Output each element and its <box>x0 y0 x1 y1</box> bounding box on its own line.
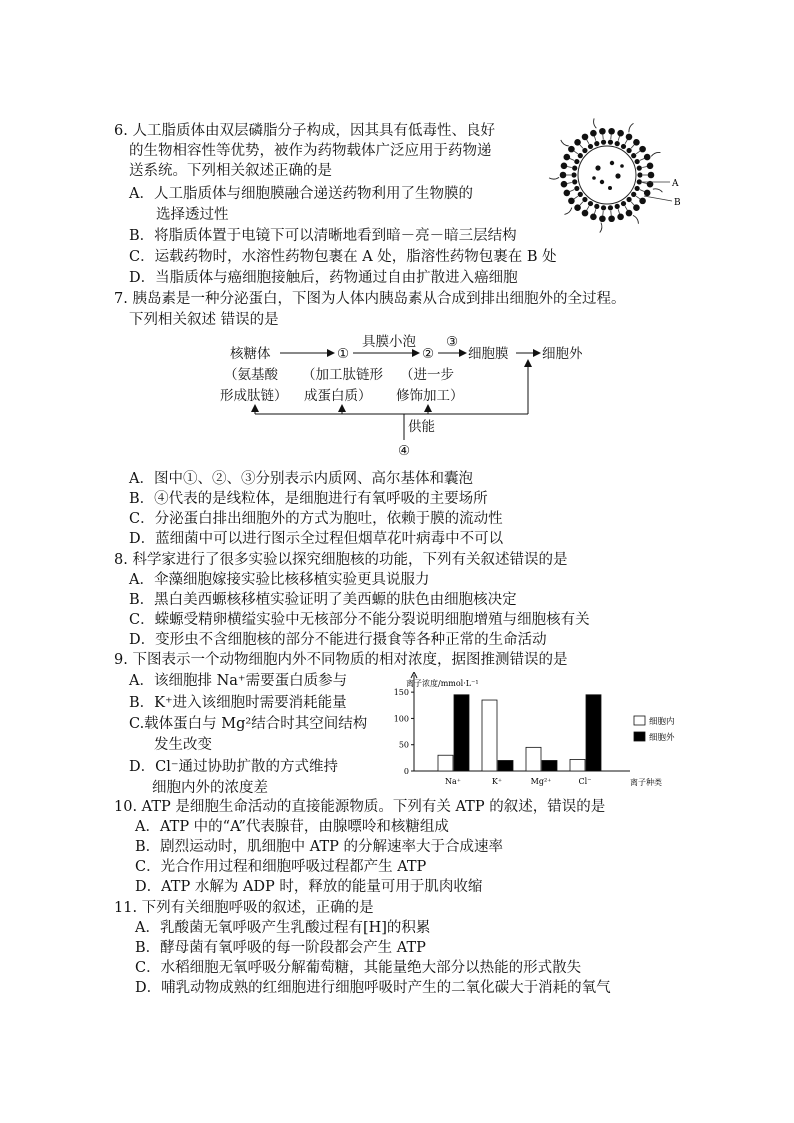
vesicle-label: 具膜小泡 <box>362 334 416 350</box>
y-tick-label: 100 <box>393 714 409 724</box>
q7-stem-line1: 7. 胰岛素是一种分泌蛋白，下图为人体内胰岛素从合成到排出细胞外的全过程。 <box>114 291 626 307</box>
label-b: B <box>674 198 681 208</box>
y-tick-label: 150 <box>393 688 409 698</box>
bar-inside <box>438 755 453 771</box>
surface-chain <box>561 140 569 146</box>
q9-stem: 9. 下图表示一个动物细胞内外不同物质的相对浓度，据图推测错误的是 <box>114 652 568 668</box>
q6-option-a: A．人工脂质体与细胞膜融合递送药物利用了生物膜的 <box>129 186 473 202</box>
phospholipid-head-outer <box>582 134 589 141</box>
phospholipid-head-outer <box>617 130 624 137</box>
organelle-1-note-2: 成蛋白质） <box>304 388 372 404</box>
ion-concentration-chart <box>384 672 684 797</box>
phospholipid-head-inner <box>631 153 636 158</box>
q9-option-a: A．该细胞排 Na⁺需要蛋白质参与 <box>129 673 348 689</box>
q7-option-b: B．④代表的是线粒体，是细胞进行有氧呼吸的主要场所 <box>129 491 488 507</box>
legend-swatch <box>634 716 645 725</box>
q9-option-c-cont: 发生改变 <box>154 737 212 753</box>
extracellular-label: 细胞外 <box>542 346 583 362</box>
bar-inside <box>526 747 541 771</box>
phospholipid-head-outer <box>599 128 606 135</box>
q9-option-c: C.载体蛋白与 Mg²结合时其空间结构 <box>129 716 368 732</box>
q8-stem: 8. 科学家进行了很多实验以探究细胞核的功能，下列有关叙述错误的是 <box>114 552 568 568</box>
phospholipid-head-inner <box>635 159 640 164</box>
phospholipid-head-inner <box>635 186 640 191</box>
phospholipid-head-inner <box>626 148 631 153</box>
q6-stem-line3: 送系统。下列相关叙述正确的是 <box>129 163 332 179</box>
organelle-4: ④ <box>398 443 411 459</box>
bar-outside <box>586 695 601 771</box>
q10-option-d: D．ATP 水解为 ADP 时，释放的能量可用于肌肉收缩 <box>135 879 483 895</box>
phospholipid-head-inner <box>571 172 576 177</box>
q6-option-d: D．当脂质体与癌细胞接触后，药物通过自由扩散进入癌细胞 <box>129 270 518 286</box>
surface-chain <box>549 177 559 179</box>
phospholipid-head-inner <box>572 166 577 171</box>
phospholipid-head-outer <box>626 134 633 141</box>
phospholipid-head-outer <box>644 154 651 161</box>
phospholipid-head-outer <box>590 130 597 137</box>
phospholipid-head-inner <box>601 140 606 145</box>
q11-option-b: B．酵母菌有氧呼吸的每一阶段都会产生 ATP <box>135 940 426 956</box>
x-tick-label: Mg²⁺ <box>530 777 552 786</box>
liposome-figure <box>538 116 688 234</box>
phospholipid-head-outer <box>560 172 567 179</box>
phospholipid-head-inner <box>582 197 587 202</box>
phospholipid-head-inner <box>572 179 577 184</box>
phospholipid-head-outer <box>590 214 597 221</box>
q9-option-d: D．Cl⁻通过协助扩散的方式维持 <box>129 759 339 775</box>
q7-option-a: A．图中①、②、③分别表示内质网、高尔基体和囊泡 <box>129 471 473 487</box>
phospholipid-head-outer <box>599 215 606 222</box>
phospholipid-head-inner <box>626 197 631 202</box>
phospholipid-head-inner <box>594 204 599 209</box>
x-tick-label: K⁺ <box>491 777 503 786</box>
phospholipid-head-outer <box>564 154 571 161</box>
phospholipid-head-outer <box>644 190 651 197</box>
ribosome-note-2: 形成肽链） <box>220 388 288 404</box>
phospholipid-head-inner <box>578 153 583 158</box>
y-tick-label: 50 <box>398 740 409 750</box>
surface-chain <box>653 189 663 192</box>
q8-option-b: B．黑白美西螈核移植实验证明了美西螈的肤色由细胞核决定 <box>129 592 517 608</box>
phospholipid-head-inner <box>588 201 593 206</box>
phospholipid-head-outer <box>561 181 568 188</box>
surface-chain <box>651 152 660 156</box>
cell-membrane-label: 细胞膜 <box>468 346 509 362</box>
q11-option-a: A．乳酸菌无氧呼吸产生乳酸过程有[H]的积累 <box>135 920 431 936</box>
phospholipid-head-outer <box>582 210 589 217</box>
secretion-process-diagram <box>210 328 630 460</box>
x-tick-label: Cl⁻ <box>578 777 592 786</box>
q6-option-c: C．运载药物时，水溶性药物包裹在 A 处，脂溶性药物包裹在 B 处 <box>129 249 557 265</box>
surface-chain <box>594 118 597 128</box>
q9-option-d-cont: 细胞内外的浓度差 <box>152 780 268 796</box>
legend-label: 细胞内 <box>649 717 675 727</box>
bar-inside <box>482 700 497 771</box>
q6-option-b: B．将脂质体置于电镜下可以清晰地看到暗－亮－暗三层结构 <box>129 228 517 244</box>
surface-chain <box>629 123 634 132</box>
organelle-2-note-2: 修饰加工） <box>396 388 464 404</box>
surface-chain <box>564 208 571 215</box>
x-axis-label: 离子种类 <box>630 778 662 787</box>
phospholipid-head-outer <box>639 146 646 153</box>
phospholipid-head-outer <box>608 215 615 222</box>
phospholipid-head-inner <box>621 144 626 149</box>
phospholipid-head-inner <box>601 205 606 210</box>
phospholipid-head-outer <box>564 190 571 197</box>
q8-option-a: A．伞藻细胞嫁接实验比核移植实验更具说服力 <box>129 572 430 588</box>
organelle-3: ③ <box>446 334 459 350</box>
phospholipid-head-inner <box>582 148 587 153</box>
q10-option-c: C．光合作用过程和细胞呼吸过程都产生 ATP <box>135 859 427 875</box>
phospholipid-head-inner <box>594 141 599 146</box>
q10-option-a: A．ATP 中的“A”代表腺苷，由腺嘌呤和核糖组成 <box>135 819 449 835</box>
legend-swatch <box>634 732 645 741</box>
q10-stem: 10. ATP 是细胞生命活动的直接能源物质。下列有关 ATP 的叙述，错误的是 <box>114 799 606 815</box>
q9-option-b: B．K⁺进入该细胞时需要消耗能量 <box>129 695 347 711</box>
organelle-2-note-1: （进一步 <box>400 367 454 383</box>
q7-option-c: C．分泌蛋白排出细胞外的方式为胞吐，依赖于膜的流动性 <box>129 511 503 527</box>
phospholipid-head-inner <box>615 204 620 209</box>
phospholipid-head-outer <box>648 172 655 179</box>
q6-option-a-cont: 选择透过性 <box>156 207 229 223</box>
organelle-1-note-1: （加工肽链形 <box>302 367 383 383</box>
phospholipid-head-outer <box>647 163 654 170</box>
surface-chain <box>600 223 602 233</box>
phospholipid-head-outer <box>608 128 615 135</box>
phospholipid-head-inner <box>574 159 579 164</box>
surface-chain <box>633 215 638 223</box>
bar-inside <box>570 759 585 771</box>
phospholipid-head-inner <box>637 172 642 177</box>
phospholipid-head-outer <box>626 210 633 217</box>
phospholipid-head-outer <box>568 146 575 153</box>
q10-option-b: B．剧烈运动时，肌细胞中 ATP 的分解速率大于合成速率 <box>135 839 503 855</box>
q8-option-d: D．变形虫不含细胞核的部分不能进行摄食等各种正常的生命活动 <box>129 632 547 648</box>
q6-stem-line2: 的生物相容性等优势，被作为药物载体广泛应用于药物递 <box>129 143 492 159</box>
label-a: A <box>672 179 679 189</box>
phospholipid-head-inner <box>637 166 642 171</box>
phospholipid-head-inner <box>588 144 593 149</box>
x-tick-label: Na⁺ <box>445 777 461 786</box>
phospholipid-head-inner <box>615 141 620 146</box>
legend-label: 细胞外 <box>649 733 675 743</box>
energy-supply-label: 供能 <box>408 419 435 435</box>
organelle-2: ② <box>422 346 435 362</box>
q11-option-c: C．水稻细胞无氧呼吸分解葡萄糖，其能量绝大部分以热能的形式散失 <box>135 960 582 976</box>
q11-stem: 11. 下列有关细胞呼吸的叙述，正确的是 <box>114 900 374 916</box>
phospholipid-head-outer <box>568 198 575 205</box>
phospholipid-head-outer <box>617 214 624 221</box>
ribosome-label: 核糖体 <box>230 346 271 362</box>
y-axis-label: 离子浓度/mmol·L⁻¹ <box>406 679 479 688</box>
q7-stem-line2: 下列相关叙述 错误的是 <box>129 312 279 328</box>
phospholipid-head-outer <box>639 198 646 205</box>
q6-stem-line1: 6. 人工脂质体由双层磷脂分子构成，因其具有低毒性、良好 <box>114 123 495 139</box>
bar-outside <box>454 695 469 771</box>
bar-outside <box>542 760 557 771</box>
y-tick-label: 0 <box>403 767 409 776</box>
q11-option-d: D．哺乳动物成熟的红细胞进行细胞呼吸时产生的二氧化碳大于消耗的氧气 <box>135 980 611 996</box>
bar-outside <box>498 760 513 771</box>
phospholipid-head-inner <box>608 205 613 210</box>
ribosome-note-1: （氨基酸 <box>224 367 278 383</box>
phospholipid-head-inner <box>574 186 579 191</box>
phospholipid-head-inner <box>631 192 636 197</box>
q7-option-d: D．蓝细菌中可以进行图示全过程但烟草花叶病毒中不可以 <box>129 531 504 547</box>
phospholipid-head-outer <box>561 163 568 170</box>
organelle-1: ① <box>337 346 350 362</box>
phospholipid-head-inner <box>608 140 613 145</box>
phospholipid-head-inner <box>621 201 626 206</box>
q8-option-c: C．蝾螈受精卵横缢实验中无核部分不能分裂说明细胞增殖与细胞核有关 <box>129 612 590 628</box>
phospholipid-head-inner <box>578 192 583 197</box>
